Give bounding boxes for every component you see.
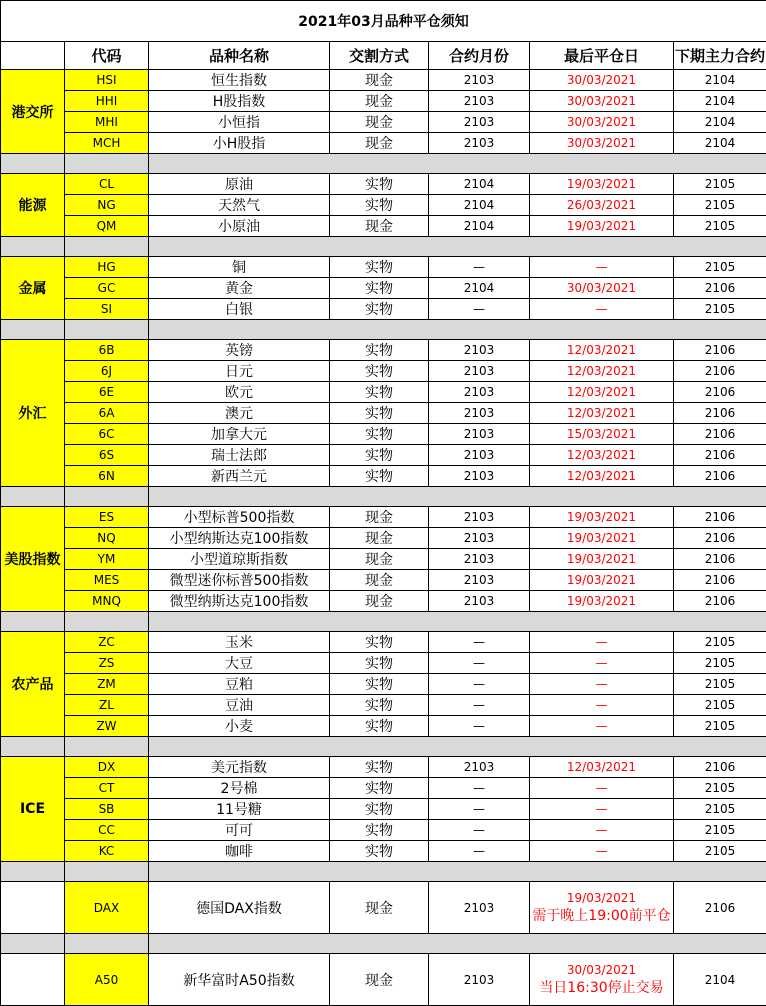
contract-month-cell: 2103 <box>429 424 530 445</box>
code-cell: YM <box>65 549 149 570</box>
contract-month-cell: 2104 <box>429 195 530 216</box>
last-close-date-cell: — <box>530 695 674 716</box>
code-cell: 6A <box>65 403 149 424</box>
close-note: 当日16:30停止交易 <box>530 977 673 997</box>
name-cell: 英镑 <box>149 340 330 361</box>
contract-month-cell: — <box>429 695 530 716</box>
separator-cell <box>149 487 766 507</box>
table-row <box>1 174 766 195</box>
code-cell: QM <box>65 216 149 237</box>
next-contract-cell: 2106 <box>674 382 766 403</box>
delivery-method-cell: 现金 <box>330 528 429 549</box>
name-cell: 德国DAX指数 <box>149 882 330 934</box>
name-cell: 小型纳斯达克100指数 <box>149 528 330 549</box>
code-cell: HG <box>65 257 149 278</box>
contract-month-cell: — <box>429 632 530 653</box>
next-contract-cell: 2105 <box>674 841 766 862</box>
last-close-date-cell: 30/03/2021 <box>530 70 674 91</box>
delivery-method-cell: 实物 <box>330 382 429 403</box>
contract-month-cell: 2103 <box>429 591 530 612</box>
separator-row <box>1 320 766 340</box>
contract-month-cell: — <box>429 716 530 737</box>
code-cell: KC <box>65 841 149 862</box>
next-contract-cell: 2104 <box>674 112 766 133</box>
next-contract-cell: 2106 <box>674 403 766 424</box>
code-cell: ES <box>65 507 149 528</box>
last-close-date: 19/03/2021 <box>567 891 636 905</box>
next-contract-cell: 2106 <box>674 424 766 445</box>
separator-row <box>1 862 766 882</box>
last-close-date-cell: 26/03/2021 <box>530 195 674 216</box>
separator-cell <box>1 154 65 174</box>
next-contract-cell: 2106 <box>674 361 766 382</box>
next-contract-cell: 2106 <box>674 570 766 591</box>
last-close-date-cell: 19/03/2021 <box>530 507 674 528</box>
code-cell: CT <box>65 778 149 799</box>
name-cell: 小麦 <box>149 716 330 737</box>
contract-month-cell: 2103 <box>429 549 530 570</box>
code-cell: HHI <box>65 91 149 112</box>
code-cell: MNQ <box>65 591 149 612</box>
name-cell: 可可 <box>149 820 330 841</box>
separator-cell <box>1 612 65 632</box>
next-contract-cell: 2106 <box>674 882 766 934</box>
code-cell: 6E <box>65 382 149 403</box>
last-close-date-cell: 12/03/2021 <box>530 403 674 424</box>
code-cell: ZL <box>65 695 149 716</box>
table-row <box>1 570 766 591</box>
category-label: 金属 <box>1 257 65 320</box>
table-row <box>1 70 766 91</box>
contract-month-cell: 2103 <box>429 757 530 778</box>
delivery-method-cell: 实物 <box>330 403 429 424</box>
code-cell: 6S <box>65 445 149 466</box>
next-contract-cell: 2106 <box>674 591 766 612</box>
separator-cell <box>149 862 766 882</box>
last-close-date-cell: 19/03/2021 <box>530 216 674 237</box>
table-row <box>1 257 766 278</box>
separator-cell <box>65 320 149 340</box>
last-close-date-cell <box>530 954 674 1006</box>
last-close-date-cell: 30/03/2021 <box>530 133 674 154</box>
last-close-date-cell: 19/03/2021 <box>530 570 674 591</box>
table-row <box>1 216 766 237</box>
delivery-method-cell: 实物 <box>330 757 429 778</box>
name-cell: 小恒指 <box>149 112 330 133</box>
table-row <box>1 778 766 799</box>
next-contract-cell: 2104 <box>674 91 766 112</box>
category-label: ICE <box>1 757 65 862</box>
delivery-method-cell: 实物 <box>330 695 429 716</box>
separator-row <box>1 934 766 954</box>
delivery-method-cell: 现金 <box>330 549 429 570</box>
separator-cell <box>149 154 766 174</box>
contract-month-cell: — <box>429 799 530 820</box>
delivery-method-cell: 现金 <box>330 954 429 1006</box>
separator-row <box>1 612 766 632</box>
delivery-method-cell: 实物 <box>330 257 429 278</box>
last-close-date-cell: 12/03/2021 <box>530 361 674 382</box>
separator-cell <box>1 320 65 340</box>
contract-month-cell: — <box>429 299 530 320</box>
next-contract-cell: 2104 <box>674 133 766 154</box>
table-row <box>1 507 766 528</box>
name-cell: 小H股指 <box>149 133 330 154</box>
delivery-method-cell: 现金 <box>330 91 429 112</box>
header-next-main-contract: 下期主力合约 <box>674 42 766 70</box>
code-cell: 6C <box>65 424 149 445</box>
name-cell: 新华富时A50指数 <box>149 954 330 1006</box>
next-contract-cell: 2105 <box>674 632 766 653</box>
name-cell: 恒生指数 <box>149 70 330 91</box>
separator-row <box>1 487 766 507</box>
table-title: 2021年03月品种平仓须知 <box>1 1 766 42</box>
name-cell: 小型道琼斯指数 <box>149 549 330 570</box>
separator-cell <box>65 934 149 954</box>
last-close-date: 30/03/2021 <box>567 963 636 977</box>
table-row <box>1 549 766 570</box>
next-contract-cell: 2106 <box>674 549 766 570</box>
name-cell: 微型迷你标普500指数 <box>149 570 330 591</box>
last-close-date-cell: 12/03/2021 <box>530 382 674 403</box>
name-cell: 黄金 <box>149 278 330 299</box>
contract-month-cell: 2103 <box>429 70 530 91</box>
separator-row <box>1 154 766 174</box>
separator-row <box>1 237 766 257</box>
header-contract-month: 合约月份 <box>429 42 530 70</box>
contract-month-cell: 2103 <box>429 361 530 382</box>
name-cell: 美元指数 <box>149 757 330 778</box>
contract-month-cell: — <box>429 778 530 799</box>
delivery-method-cell: 实物 <box>330 716 429 737</box>
name-cell: 咖啡 <box>149 841 330 862</box>
category-label: 外汇 <box>1 340 65 487</box>
code-cell: A50 <box>65 954 149 1006</box>
code-cell: SI <box>65 299 149 320</box>
name-cell: 原油 <box>149 174 330 195</box>
separator-cell <box>149 737 766 757</box>
last-close-date-cell: — <box>530 299 674 320</box>
code-cell: DAX <box>65 882 149 934</box>
last-close-date-cell: 12/03/2021 <box>530 466 674 487</box>
delivery-method-cell: 实物 <box>330 820 429 841</box>
next-contract-cell: 2105 <box>674 820 766 841</box>
last-close-date-cell: — <box>530 632 674 653</box>
last-close-date-cell: 19/03/2021 <box>530 591 674 612</box>
last-close-date-cell: — <box>530 653 674 674</box>
next-contract-cell: 2105 <box>674 799 766 820</box>
header-name: 品种名称 <box>149 42 330 70</box>
table-row <box>1 299 766 320</box>
contract-month-cell: 2103 <box>429 340 530 361</box>
last-close-date-cell: 19/03/2021 <box>530 174 674 195</box>
name-cell: 白银 <box>149 299 330 320</box>
next-contract-cell: 2106 <box>674 340 766 361</box>
delivery-method-cell: 实物 <box>330 674 429 695</box>
delivery-method-cell: 现金 <box>330 216 429 237</box>
delivery-method-cell: 现金 <box>330 570 429 591</box>
delivery-method-cell: 实物 <box>330 445 429 466</box>
delivery-method-cell: 实物 <box>330 195 429 216</box>
header-code: 代码 <box>65 42 149 70</box>
next-contract-cell: 2105 <box>674 653 766 674</box>
code-cell: DX <box>65 757 149 778</box>
delivery-method-cell: 实物 <box>330 278 429 299</box>
name-cell: H股指数 <box>149 91 330 112</box>
name-cell: 小型标普500指数 <box>149 507 330 528</box>
separator-cell <box>65 154 149 174</box>
table-row <box>1 528 766 549</box>
table-row <box>1 445 766 466</box>
separator-cell <box>1 737 65 757</box>
last-close-date-cell: 30/03/2021 <box>530 112 674 133</box>
delivery-method-cell: 实物 <box>330 632 429 653</box>
code-cell: HSI <box>65 70 149 91</box>
separator-cell <box>149 237 766 257</box>
last-close-date-cell: 19/03/2021 <box>530 528 674 549</box>
last-close-date-cell: — <box>530 778 674 799</box>
last-close-date-cell: 19/03/2021 <box>530 549 674 570</box>
contract-month-cell: — <box>429 820 530 841</box>
last-close-date-cell: 15/03/2021 <box>530 424 674 445</box>
code-cell: 6N <box>65 466 149 487</box>
name-cell: 澳元 <box>149 403 330 424</box>
category-blank <box>1 954 65 1006</box>
code-cell: NQ <box>65 528 149 549</box>
category-blank <box>1 882 65 934</box>
contract-month-cell: 2103 <box>429 403 530 424</box>
header-corner <box>1 42 65 70</box>
delivery-method-cell: 现金 <box>330 591 429 612</box>
name-cell: 2号棉 <box>149 778 330 799</box>
delivery-method-cell: 实物 <box>330 424 429 445</box>
special-row <box>1 954 766 1006</box>
code-cell: MCH <box>65 133 149 154</box>
contract-month-cell: — <box>429 674 530 695</box>
code-cell: ZC <box>65 632 149 653</box>
next-contract-cell: 2105 <box>674 174 766 195</box>
next-contract-cell: 2106 <box>674 507 766 528</box>
code-cell: MHI <box>65 112 149 133</box>
last-close-date-cell: — <box>530 674 674 695</box>
last-close-date-cell: — <box>530 799 674 820</box>
last-close-date-cell: — <box>530 841 674 862</box>
table-row <box>1 195 766 216</box>
separator-cell <box>149 612 766 632</box>
contract-month-cell: 2103 <box>429 133 530 154</box>
contract-month-cell: 2104 <box>429 216 530 237</box>
code-cell: MES <box>65 570 149 591</box>
separator-cell <box>1 934 65 954</box>
contract-month-cell: 2103 <box>429 382 530 403</box>
table-row <box>1 278 766 299</box>
table-row <box>1 695 766 716</box>
delivery-method-cell: 实物 <box>330 841 429 862</box>
name-cell: 11号糖 <box>149 799 330 820</box>
next-contract-cell: 2106 <box>674 757 766 778</box>
next-contract-cell: 2105 <box>674 716 766 737</box>
category-label: 美股指数 <box>1 507 65 612</box>
table-row <box>1 674 766 695</box>
contract-month-cell: — <box>429 257 530 278</box>
table-row <box>1 403 766 424</box>
name-cell: 小原油 <box>149 216 330 237</box>
name-cell: 豆油 <box>149 695 330 716</box>
table-row <box>1 361 766 382</box>
last-close-date-cell: — <box>530 257 674 278</box>
header-last-close-date: 最后平仓日 <box>530 42 674 70</box>
code-cell: SB <box>65 799 149 820</box>
next-contract-cell: 2105 <box>674 695 766 716</box>
code-cell: NG <box>65 195 149 216</box>
contract-month-cell: 2103 <box>429 570 530 591</box>
table-row <box>1 820 766 841</box>
contract-month-cell: 2103 <box>429 528 530 549</box>
separator-cell <box>65 487 149 507</box>
table-row <box>1 632 766 653</box>
contract-month-cell: 2103 <box>429 91 530 112</box>
separator-cell <box>65 237 149 257</box>
table-row <box>1 424 766 445</box>
table-row <box>1 91 766 112</box>
delivery-method-cell: 现金 <box>330 70 429 91</box>
code-cell: ZW <box>65 716 149 737</box>
next-contract-cell: 2106 <box>674 466 766 487</box>
separator-cell <box>65 737 149 757</box>
delivery-method-cell: 现金 <box>330 507 429 528</box>
header-row <box>1 42 766 70</box>
code-cell: CC <box>65 820 149 841</box>
delivery-method-cell: 实物 <box>330 299 429 320</box>
header-delivery-method: 交割方式 <box>330 42 429 70</box>
table-row <box>1 841 766 862</box>
contract-month-cell: — <box>429 653 530 674</box>
next-contract-cell: 2105 <box>674 299 766 320</box>
last-close-date-cell: 30/03/2021 <box>530 278 674 299</box>
last-close-date-cell: 30/03/2021 <box>530 91 674 112</box>
contract-month-cell: — <box>429 841 530 862</box>
delivery-method-cell: 实物 <box>330 466 429 487</box>
name-cell: 玉米 <box>149 632 330 653</box>
next-contract-cell: 2105 <box>674 195 766 216</box>
table-row <box>1 466 766 487</box>
last-close-date-cell <box>530 882 674 934</box>
separator-cell <box>1 237 65 257</box>
name-cell: 瑞士法郎 <box>149 445 330 466</box>
next-contract-cell: 2106 <box>674 278 766 299</box>
next-contract-cell: 2105 <box>674 778 766 799</box>
code-cell: 6B <box>65 340 149 361</box>
next-contract-cell: 2104 <box>674 70 766 91</box>
last-close-date-cell: 12/03/2021 <box>530 340 674 361</box>
last-close-date-cell: 12/03/2021 <box>530 445 674 466</box>
contract-month-cell: 2103 <box>429 882 530 934</box>
name-cell: 天然气 <box>149 195 330 216</box>
contract-month-cell: 2103 <box>429 112 530 133</box>
delivery-method-cell: 现金 <box>330 882 429 934</box>
separator-cell <box>149 320 766 340</box>
code-cell: GC <box>65 278 149 299</box>
special-row <box>1 882 766 934</box>
name-cell: 新西兰元 <box>149 466 330 487</box>
separator-cell <box>149 934 766 954</box>
name-cell: 微型纳斯达克100指数 <box>149 591 330 612</box>
code-cell: ZM <box>65 674 149 695</box>
name-cell: 铜 <box>149 257 330 278</box>
name-cell: 欧元 <box>149 382 330 403</box>
last-close-date-cell: — <box>530 820 674 841</box>
contract-month-cell: 2103 <box>429 507 530 528</box>
contract-month-cell: 2103 <box>429 445 530 466</box>
table-row <box>1 653 766 674</box>
name-cell: 豆粕 <box>149 674 330 695</box>
next-contract-cell: 2105 <box>674 216 766 237</box>
separator-cell <box>1 862 65 882</box>
table-row <box>1 340 766 361</box>
delivery-method-cell: 实物 <box>330 653 429 674</box>
delivery-method-cell: 现金 <box>330 112 429 133</box>
contract-month-cell: 2103 <box>429 954 530 1006</box>
code-cell: ZS <box>65 653 149 674</box>
next-contract-cell: 2104 <box>674 954 766 1006</box>
next-contract-cell: 2105 <box>674 257 766 278</box>
separator-cell <box>1 487 65 507</box>
code-cell: CL <box>65 174 149 195</box>
code-cell: 6J <box>65 361 149 382</box>
category-label: 能源 <box>1 174 65 237</box>
delivery-method-cell: 实物 <box>330 174 429 195</box>
name-cell: 加拿大元 <box>149 424 330 445</box>
table-row <box>1 133 766 154</box>
last-close-date-cell: — <box>530 716 674 737</box>
table-row <box>1 716 766 737</box>
delivery-method-cell: 实物 <box>330 778 429 799</box>
delivery-method-cell: 实物 <box>330 799 429 820</box>
table-row <box>1 382 766 403</box>
delivery-method-cell: 实物 <box>330 361 429 382</box>
table-row <box>1 757 766 778</box>
table-row <box>1 591 766 612</box>
table-row <box>1 799 766 820</box>
table-row <box>1 112 766 133</box>
next-contract-cell: 2106 <box>674 528 766 549</box>
last-close-date-cell: 12/03/2021 <box>530 757 674 778</box>
name-cell: 大豆 <box>149 653 330 674</box>
contract-month-cell: 2103 <box>429 466 530 487</box>
separator-cell <box>65 612 149 632</box>
close-note: 需于晚上19:00前平仓 <box>530 905 673 925</box>
next-contract-cell: 2105 <box>674 674 766 695</box>
category-label: 农产品 <box>1 632 65 737</box>
delivery-method-cell: 现金 <box>330 133 429 154</box>
contract-month-cell: 2104 <box>429 174 530 195</box>
delivery-method-cell: 实物 <box>330 340 429 361</box>
separator-cell <box>65 862 149 882</box>
next-contract-cell: 2106 <box>674 445 766 466</box>
separator-row <box>1 737 766 757</box>
contract-month-cell: 2104 <box>429 278 530 299</box>
category-label: 港交所 <box>1 70 65 154</box>
name-cell: 日元 <box>149 361 330 382</box>
